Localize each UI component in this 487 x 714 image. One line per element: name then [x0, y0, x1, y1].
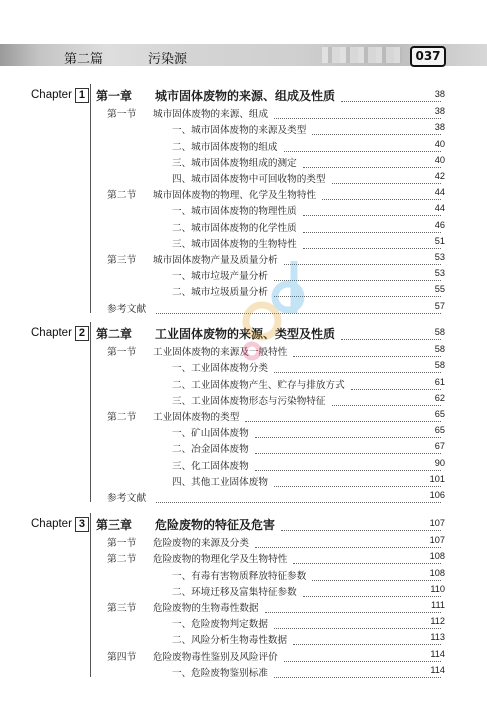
leader-dots: [274, 476, 441, 487]
leader-dots: [293, 346, 441, 357]
entry-title: 城市固体废物的来源、组成: [153, 106, 272, 120]
leader-dots: [255, 537, 441, 548]
section-label: 第一节: [107, 347, 137, 359]
chapter-number-box: 3: [75, 517, 89, 532]
section-row[interactable]: [0, 106, 487, 121]
entry-title: 一、城市固体废物的物理性质: [172, 203, 301, 217]
page-ref: 58: [434, 344, 445, 355]
entry-title: 工业固体废物的类型: [153, 409, 243, 423]
entry-title: 二、工业固体废物产生、贮存与排放方式: [172, 377, 349, 391]
section-row[interactable]: [0, 649, 487, 664]
leader-dots: [245, 411, 441, 422]
entry-title: 危险废物的来源及分类: [153, 535, 253, 549]
references-row[interactable]: [0, 301, 487, 316]
subsection-row[interactable]: [0, 171, 487, 186]
leader-dots: [274, 286, 441, 297]
chapter-title: 危险废物的特征及危害: [155, 516, 279, 533]
page-ref: 53: [434, 268, 445, 279]
subsection-row[interactable]: [0, 616, 487, 631]
chapter-title-number: 第二章: [96, 327, 133, 341]
page-ref: 107: [429, 518, 445, 528]
part-title: 第二篇: [64, 52, 104, 67]
page-ref: 40: [434, 138, 445, 149]
leader-dots: [303, 222, 441, 233]
entry-title: 危险废物毒性鉴别及风险评价: [153, 649, 282, 663]
references-row[interactable]: [0, 490, 487, 505]
chapter-word: Chapter: [31, 518, 72, 530]
page-ref: 113: [430, 632, 445, 643]
leader-dots: [303, 205, 441, 216]
chapter-number-box: 2: [75, 326, 89, 341]
section-row[interactable]: [0, 535, 487, 550]
section-row[interactable]: [0, 551, 487, 566]
subsection-row[interactable]: [0, 360, 487, 375]
entry-title: 三、工业固体废物形态与污染物特征: [172, 393, 330, 407]
leader-dots: [293, 634, 441, 645]
chapter-title-number: 第一章: [96, 89, 133, 103]
page-ref: 40: [434, 154, 445, 165]
page-ref: 61: [434, 376, 445, 387]
section-label: 第一节: [107, 538, 137, 550]
leader-dots: [312, 124, 441, 135]
subsection-row[interactable]: [0, 122, 487, 137]
entry-title: 三、化工固体废物: [172, 458, 253, 472]
entry-title: 一、工业固体废物分类: [172, 360, 272, 374]
page-ref: 67: [434, 441, 445, 452]
entry-title: 三、城市固体废物组成的测定: [172, 155, 301, 169]
subsection-row[interactable]: [0, 393, 487, 408]
entry-title: 一、有毒有害物质释放特征参数: [172, 568, 310, 582]
leader-dots: [156, 303, 441, 314]
section-row[interactable]: [0, 252, 487, 267]
part-subtitle: 污染源: [148, 52, 188, 67]
entry-title: 一、城市固体废物的来源及类型: [172, 122, 310, 136]
leader-dots: [293, 553, 441, 564]
page-ref: 38: [434, 122, 445, 133]
section-row[interactable]: [0, 187, 487, 202]
leader-dots: [255, 443, 441, 454]
subsection-row[interactable]: [0, 268, 487, 283]
subsection-row[interactable]: [0, 474, 487, 489]
entry-title: 一、城市垃圾产量分析: [172, 268, 272, 282]
subsection-row[interactable]: [0, 632, 487, 647]
chapter-title-number: 第三章: [96, 518, 133, 532]
page-ref: 101: [429, 473, 445, 484]
page-ref: 58: [434, 360, 445, 371]
section-label: 第四节: [107, 651, 137, 663]
chapter-title-row[interactable]: [0, 516, 487, 534]
page-ref: 106: [429, 490, 445, 500]
page-ref: 38: [434, 106, 445, 117]
leader-dots: [303, 586, 441, 597]
chapter-title-row[interactable]: [0, 325, 487, 343]
page-ref: 108: [429, 551, 445, 562]
leader-dots: [156, 492, 441, 503]
page-ref: 44: [434, 203, 445, 214]
entry-title: 一、危险废物鉴别标准: [172, 665, 272, 679]
page-ref: 38: [434, 89, 445, 99]
page-number-badge: 037: [410, 46, 446, 67]
leader-dots: [303, 157, 441, 168]
entry-title: 二、冶金固体废物: [172, 441, 253, 455]
chapter-title: 工业固体废物的来源、类型及性质: [155, 325, 339, 342]
leader-dots: [303, 238, 441, 249]
entry-title: 危险废物的物理化学及生物特性: [153, 551, 291, 565]
subsection-row[interactable]: [0, 584, 487, 599]
entry-title: 三、城市固体废物的生物特性: [172, 236, 301, 250]
subsection-row[interactable]: [0, 203, 487, 218]
subsection-row[interactable]: [0, 568, 487, 583]
leader-dots: [274, 618, 441, 629]
page-ref: 46: [434, 219, 445, 230]
subsection-row[interactable]: [0, 441, 487, 456]
entry-title: 一、矿山固体废物: [172, 425, 253, 439]
leader-dots: [284, 651, 441, 662]
entry-title: 四、城市固体废物中可回收物的类型: [172, 171, 330, 185]
page-ref: 110: [430, 583, 445, 594]
subsection-row[interactable]: [0, 139, 487, 154]
section-row[interactable]: [0, 600, 487, 615]
chapter-word: Chapter: [31, 327, 72, 339]
entry-title: 二、城市固体废物的组成: [172, 139, 282, 153]
section-label: 第一节: [107, 109, 137, 121]
leader-dots: [284, 254, 441, 265]
leader-dots: [265, 602, 441, 613]
leader-dots: [255, 460, 441, 471]
header-decoration: [322, 47, 402, 63]
entry-title: 工业固体废物的来源及一般特性: [153, 344, 291, 358]
subsection-row[interactable]: [0, 665, 487, 680]
subsection-row[interactable]: [0, 284, 487, 299]
section-row[interactable]: [0, 409, 487, 424]
entry-title: 二、城市固体废物的化学性质: [172, 220, 301, 234]
leader-dots: [255, 427, 441, 438]
page-ref: 112: [430, 616, 445, 627]
page-ref: 107: [429, 535, 445, 546]
section-label: 参考文献: [107, 493, 147, 504]
chapter-title: 城市固体废物的来源、组成及性质: [155, 87, 339, 104]
page-ref: 108: [429, 567, 445, 578]
chapter-title-row[interactable]: [0, 87, 487, 105]
page-ref: 44: [434, 187, 445, 198]
subsection-row[interactable]: [0, 220, 487, 235]
chapter-word: Chapter: [31, 89, 72, 101]
page-ref: 51: [434, 235, 445, 246]
leader-dots: [274, 362, 441, 373]
entry-title: 二、城市垃圾质量分析: [172, 284, 272, 298]
subsection-row[interactable]: [0, 236, 487, 251]
section-label: 第二节: [107, 412, 137, 423]
section-label: 第三节: [107, 255, 137, 266]
page-ref: 62: [434, 392, 445, 403]
subsection-row[interactable]: [0, 377, 487, 392]
entry-title: 二、风险分析生物毒性数据: [172, 632, 291, 646]
entry-title: 城市固体废物产量及质量分析: [153, 252, 282, 266]
page-ref: 114: [430, 648, 445, 659]
subsection-row[interactable]: [0, 155, 487, 170]
chapter-number-box: 1: [75, 88, 89, 103]
section-label: 第二节: [107, 554, 137, 566]
leader-dots: [281, 520, 441, 531]
leader-dots: [322, 189, 441, 200]
page-ref: 111: [431, 600, 445, 610]
entry-title: 二、环境迁移及富集特征参数: [172, 584, 301, 598]
page-ref: 65: [434, 409, 445, 419]
page-ref: 90: [434, 457, 445, 468]
leader-dots: [284, 141, 441, 152]
section-row[interactable]: [0, 344, 487, 359]
entry-title: 一、危险废物判定数据: [172, 616, 272, 630]
entry-title: 城市固体废物的物理、化学及生物特性: [153, 187, 320, 201]
entry-title: 四、其他工业固体废物: [172, 474, 272, 488]
entry-title: 危险废物的生物毒性数据: [153, 600, 263, 614]
leader-dots: [312, 570, 441, 581]
leader-dots: [274, 108, 441, 119]
page-ref: 58: [434, 327, 445, 337]
page-ref: 53: [434, 252, 445, 262]
subsection-row[interactable]: [0, 458, 487, 473]
subsection-row[interactable]: [0, 425, 487, 440]
leader-dots: [274, 270, 441, 281]
page-ref: 42: [434, 171, 445, 181]
page-ref: 57: [434, 300, 445, 311]
section-label: 参考文献: [107, 303, 147, 315]
section-label: 第二节: [107, 190, 137, 202]
page-ref: 55: [434, 284, 445, 295]
section-label: 第三节: [107, 603, 137, 614]
leader-dots: [274, 667, 441, 678]
page-ref: 65: [434, 425, 445, 436]
page-ref: 114: [430, 664, 445, 675]
